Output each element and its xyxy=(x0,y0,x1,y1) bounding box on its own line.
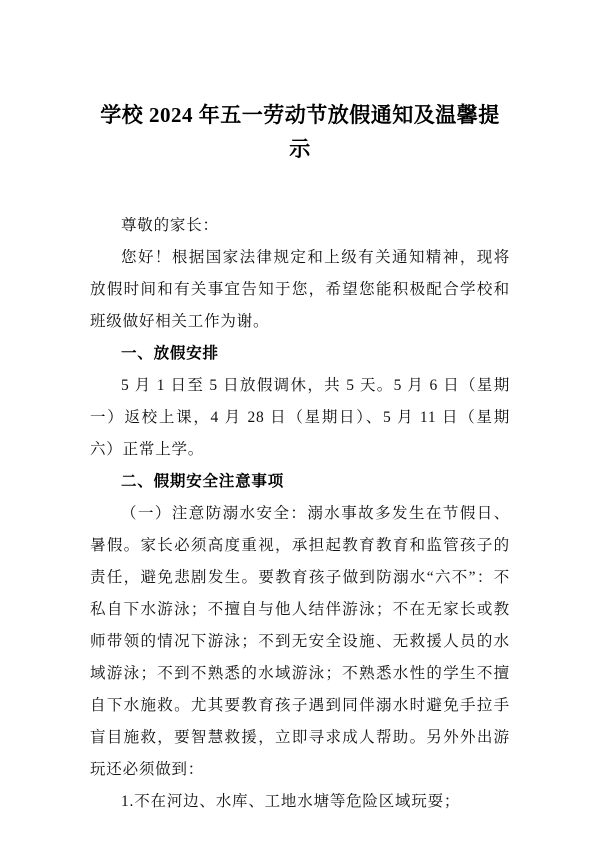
drowning-safety-paragraph: （一）注意防溺水安全：溺水事故多发生在节假日、暑假。家长必须高度重视，承担起教育教育和监管孩子的责任，避免悲剧发生。要教育孩子做到防溺水“六不”：不私自下水游泳；不擅自与他人结伴游泳；不在无家长或教师带领的情况下游泳；不到无安全设施、无救援人员的水域游泳；不到不熟悉的水域游泳；不熟悉水性的学生不擅自下水施救。尤其要教育孩子遇到同伴溺水时避免手拉手盲目施救，要智慧救援，立即寻求成人帮助。另外外出游玩还必须做到： xyxy=(90,505,510,778)
intro-paragraph: 您好！根据国家法律规定和上级有关通知精神，现将放假时间和有关事宜告知于您，希望您能积极配合学校和班级做好相关工作为谢。 xyxy=(90,249,510,330)
document-title: 学校 2024 年五一劳动节放假通知及温馨提示 xyxy=(100,103,500,161)
section-1-heading: 一、放假安排 xyxy=(121,345,219,362)
section-2-heading: 二、假期安全注意事项 xyxy=(121,473,285,490)
list-item-1: 1.不在河边、水库、工地水塘等危险区域玩耍； xyxy=(121,793,461,810)
salutation: 尊敬的家长： xyxy=(121,217,219,234)
holiday-schedule-paragraph: 5 月 1 日至 5 日放假调休，共 5 天。5 月 6 日（星期一）返校上课，4 月 28 日（星期日）、5 月 11 日（星期六）正常上学。 xyxy=(90,377,510,458)
